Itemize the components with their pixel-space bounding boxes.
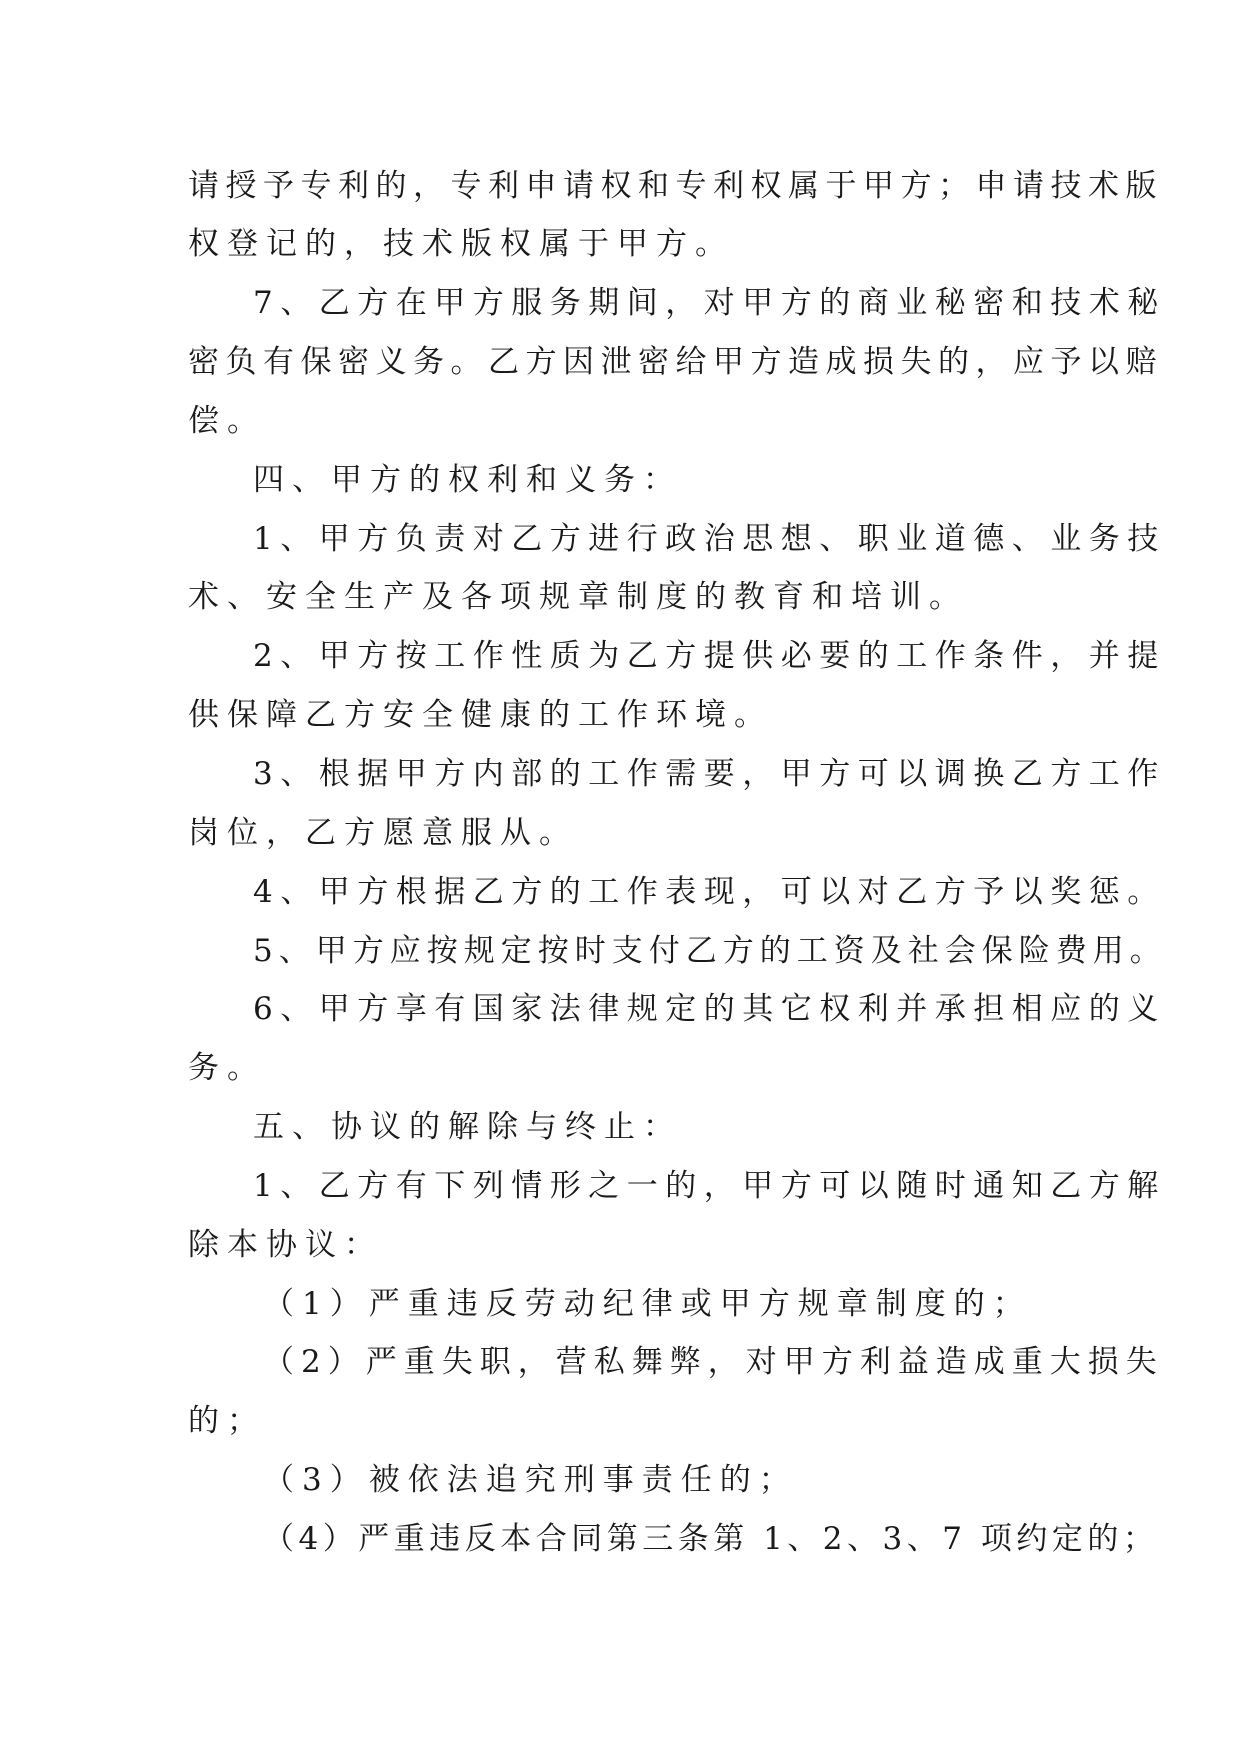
list-item: （3）被依法追究刑事责任的；: [263, 1462, 798, 1498]
text-line: 除本协议：: [188, 1227, 383, 1263]
text-line: 6、甲方享有国家法律规定的其它权利并承担相应的义: [253, 991, 1166, 1027]
text-line: 岗位，乙方愿意服从。: [188, 815, 578, 851]
list-item: （1）严重违反劳动纪律或甲方规章制度的；: [263, 1286, 1032, 1322]
text-line: 3、根据甲方内部的工作需要，甲方可以调换乙方工作: [253, 756, 1166, 792]
text-line: 供保障乙方安全健康的工作环境。: [188, 697, 773, 733]
text-line: 2、甲方按工作性质为乙方提供必要的工作条件，并提: [253, 638, 1166, 674]
text-line: 偿。: [188, 403, 266, 439]
text-line: 密负有保密义务。乙方因泄密给甲方造成损失的，应予以赔: [188, 344, 1163, 380]
text-line: 务。: [188, 1050, 266, 1086]
text-line: 的；: [188, 1403, 266, 1439]
text-line: 1、乙方有下列情形之一的，甲方可以随时通知乙方解: [253, 1168, 1166, 1204]
text-line: 术、安全生产及各项规章制度的教育和培训。: [188, 579, 968, 615]
text-line: 5、甲方应按规定按时支付乙方的工资及社会保险费用。: [253, 933, 1167, 969]
list-item: （2）严重失职，营私舞弊，对甲方利益造成重大损失: [263, 1344, 1164, 1380]
section-heading: 五、协议的解除与终止：: [253, 1109, 682, 1145]
text-line: 1、甲方负责对乙方进行政治思想、职业道德、业务技: [253, 521, 1166, 557]
text-line: 4、甲方根据乙方的工作表现，可以对乙方予以奖惩。: [253, 874, 1166, 910]
text-line: 7、乙方在甲方服务期间，对甲方的商业秘密和技术秘: [253, 285, 1166, 321]
text-line: 请授予专利的，专利申请权和专利权属于甲方；申请技术版: [188, 168, 1163, 204]
text-line: 权登记的，技术版权属于甲方。: [188, 226, 734, 262]
section-heading: 四、甲方的权利和义务：: [253, 462, 682, 498]
list-item: （4）严重违反本合同第三条第 1、2、3、7 项约定的；: [263, 1521, 1159, 1557]
